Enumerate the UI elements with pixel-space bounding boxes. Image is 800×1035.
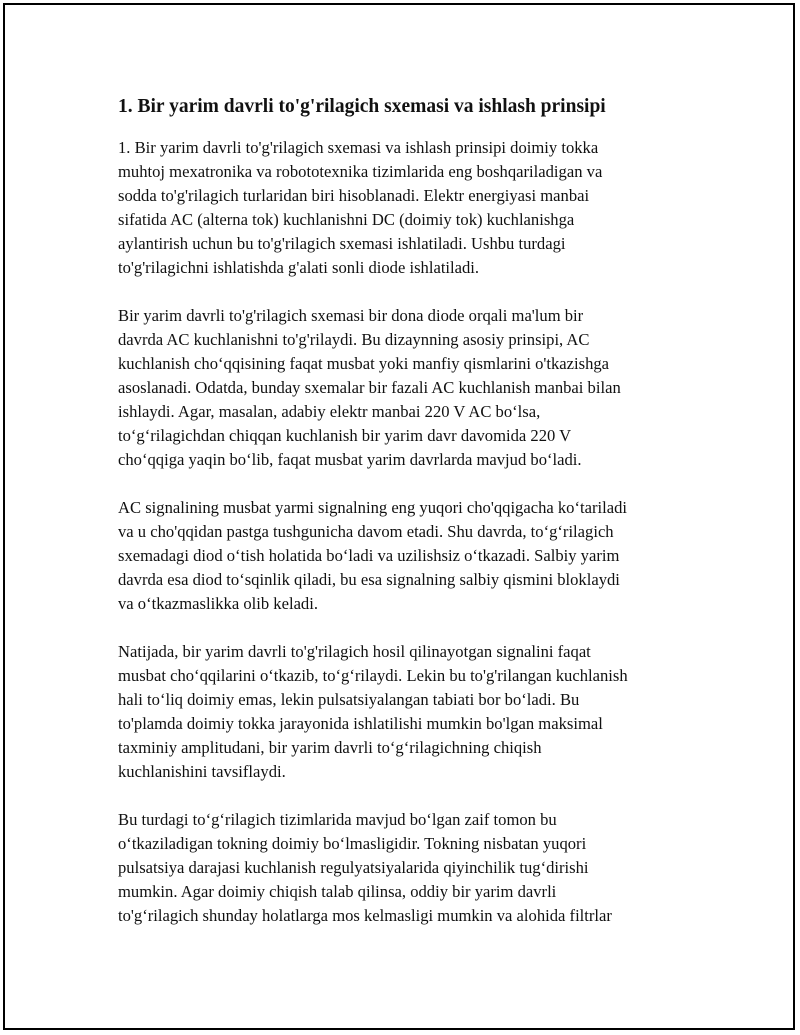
text-line: cho‘qqiga yaqin bo‘lib, faqat musbat yarim davrlarda mavjud bo‘ladi. [118,450,582,469]
section-title: 1. Bir yarim davrli to'g'rilagich sxemasi va ishlash prinsipi [118,96,606,117]
paragraph-3 [118,496,698,616]
text-line: musbat cho‘qqilarini o‘tkazib, to‘g‘rilaydi. Lekin bu to'g'rilangan kuchlanish [118,666,628,685]
text-line: to‘g‘rilagichdan chiqqan kuchlanish bir yarim davr davomida 220 V [118,426,572,445]
text-line: pulsatsiya darajasi kuchlanish regulyatsiyalarida qiyinchilik tug‘dirishi [118,858,589,877]
text-line: Bu turdagi to‘g‘rilagich tizimlarida mavjud bo‘lgan zaif tomon bu [118,810,557,829]
text-line: taxminiy amplitudani, bir yarim davrli to‘g‘rilagichning chiqish [118,738,542,757]
document-body [118,94,698,952]
text-line: va o‘tkazmaslikka olib keladi. [118,594,318,613]
text-line: Natijada, bir yarim davrli to'g'rilagich hosil qilinayotgan signalini faqat [118,642,591,661]
text-line: sxemadagi diod o‘tish holatida bo‘ladi va uzilishsiz o‘tkazadi. Salbiy yarim [118,546,620,565]
text-line: hali to‘liq doimiy emas, lekin pulsatsiyalangan tabiati bor bo‘ladi. Bu [118,690,580,709]
text-line: va u cho'qqidan pastga tushgunicha davom etadi. Shu davrda, to‘g‘rilagich [118,522,614,541]
text-line: muhtoj mexatronika va robototexnika tizimlarida eng boshqariladigan va [118,162,603,181]
text-line: to'g‘rilagich shunday holatlarga mos kelmasligi mumkin va alohida filtrlar [118,906,612,925]
paragraph-4 [118,640,698,784]
text-line: ishlaydi. Agar, masalan, adabiy elektr manbai 220 V AC bo‘lsa, [118,402,541,421]
paragraph-5 [118,808,698,928]
text-line: 1. Bir yarim davrli to'g'rilagich sxemasi va ishlash prinsipi doimiy tokka [118,138,599,157]
text-line: Bir yarim davrli to'g'rilagich sxemasi bir dona diode orqali ma'lum bir [118,306,584,325]
text-line: sifatida AC (alterna tok) kuchlanishni DC (doimiy tok) kuchlanishga [118,210,575,229]
text-line: asoslanadi. Odatda, bunday sxemalar bir fazali AC kuchlanish manbai bilan [118,378,621,397]
paragraph-1 [118,136,698,280]
text-line: sodda to'g'rilagich turlaridan biri hisoblanadi. Elektr energiyasi manbai [118,186,590,205]
text-line: kuchlanishini tavsiflaydi. [118,762,286,781]
text-line: davrda esa diod to‘sqinlik qiladi, bu esa signalning salbiy qismini bloklaydi [118,570,620,589]
text-line: o‘tkaziladigan tokning doimiy bo‘lmasligidir. Tokning nisbatan yuqori [118,834,587,853]
text-line: to'g'rilagichni ishlatishda g'alati sonli diode ishlatiladi. [118,258,480,277]
text-line: kuchlanish cho‘qqisining faqat musbat yoki manfiy qismlarini o'tkazishga [118,354,610,373]
text-line: AC signalining musbat yarmi signalning eng yuqori cho'qqigacha ko‘tariladi [118,498,628,517]
text-line: to'plamda doimiy tokka jarayonida ishlatilishi mumkin bo'lgan maksimal [118,714,603,733]
text-line: aylantirish uchun bu to'g'rilagich sxemasi ishlatiladi. Ushbu turdagi [118,234,566,253]
text-line: davrda AC kuchlanishni to'g'rilaydi. Bu dizaynning asosiy prinsipi, AC [118,330,590,349]
paragraph-2 [118,304,698,472]
text-line: mumkin. Agar doimiy chiqish talab qilinsa, oddiy bir yarim davrli [118,882,557,901]
